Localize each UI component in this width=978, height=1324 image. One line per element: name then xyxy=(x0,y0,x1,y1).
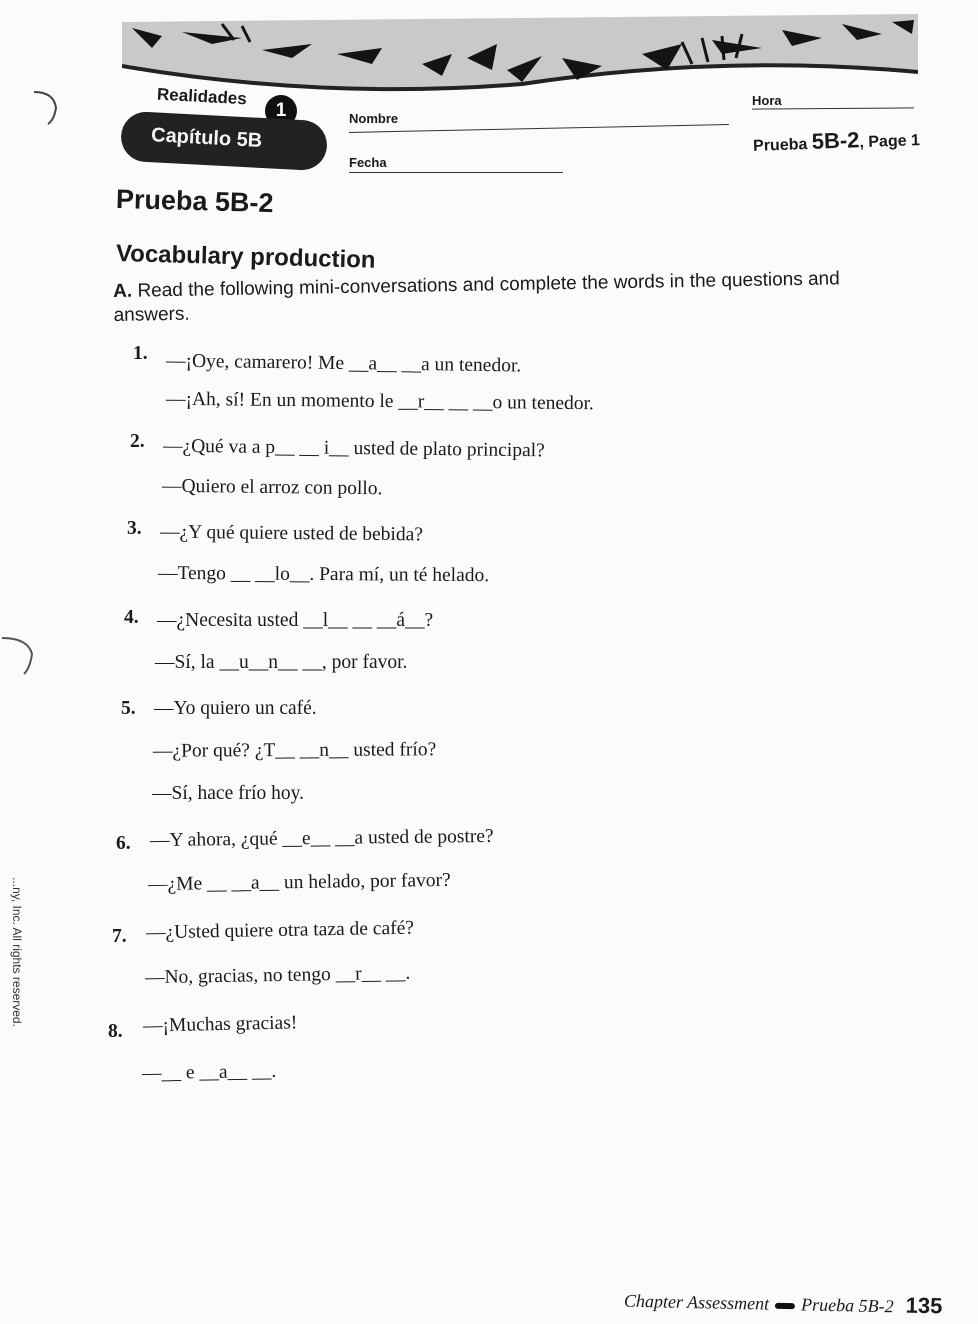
item-line: —¡Muchas gracias! xyxy=(142,1012,298,1037)
item-line: —¿Y qué quiere usted de bebida? xyxy=(159,521,424,546)
item-line: —¿Usted quiere otra taza de café? xyxy=(145,917,415,944)
quiz-ref-code: 5B-2 xyxy=(811,127,860,154)
item-line[interactable]: —Y ahora, ¿qué __e__ __a usted de postre? xyxy=(149,825,494,852)
name-line[interactable] xyxy=(349,124,729,133)
item-line[interactable]: —Sí, la __u__n__ __, por favor. xyxy=(155,652,408,673)
quiz-ref-prefix: Prueba xyxy=(752,136,808,155)
item-number: 8. xyxy=(108,1021,123,1042)
quiz-ref-page: , Page 1 xyxy=(859,132,921,152)
quiz-reference xyxy=(753,125,921,157)
item-line[interactable]: —¿Qué va a p__ __ i__ usted de plato principal? xyxy=(162,435,545,462)
item-number: 6. xyxy=(116,833,131,854)
item-line[interactable]: —__ e __a__ __. xyxy=(141,1060,277,1085)
footer-separator-icon xyxy=(775,1303,795,1309)
hour-line[interactable] xyxy=(752,107,914,109)
page-number: 135 xyxy=(905,1292,943,1319)
name-label: Nombre xyxy=(349,111,399,126)
date-line[interactable] xyxy=(349,172,563,173)
item-line[interactable]: —¡Ah, sí! En un momento le __r__ __ __o un tenedor. xyxy=(165,388,594,415)
instructions-letter: A. xyxy=(113,280,133,302)
page-title: Prueba 5B-2 xyxy=(115,184,274,219)
item-number: 2. xyxy=(130,431,145,452)
item-line[interactable]: —Tengo __ __lo__. Para mí, un té helado. xyxy=(157,562,490,587)
item-line[interactable]: —No, gracias, no tengo __r__ __. xyxy=(144,962,411,989)
instructions-text: Read the following mini-conversations and complete the words in the questions and answers. xyxy=(113,268,840,326)
item-number: 5. xyxy=(121,698,136,719)
side-copyright: ...ny, Inc. All rights reserved. xyxy=(9,877,24,1027)
instructions xyxy=(113,267,874,328)
item-line[interactable]: —¿Necesita usted __l__ __ __á__? xyxy=(157,610,434,631)
chapter-pill: Capítulo 5B xyxy=(120,111,328,172)
item-line: —Quiero el arroz con pollo. xyxy=(161,475,383,500)
item-number: 4. xyxy=(124,607,139,628)
item-line[interactable]: —¿Por qué? ¿T__ __n__ usted frío? xyxy=(152,739,437,762)
footer-source: Chapter Assessment xyxy=(623,1290,769,1314)
hour-label: Hora xyxy=(752,93,782,108)
binder-hole-mark-icon xyxy=(0,632,36,676)
page-footer xyxy=(623,1287,942,1320)
item-line[interactable]: —¿Me __ __a__ un helado, por favor? xyxy=(147,869,451,896)
item-line: —Sí, hace frío hoy. xyxy=(152,783,304,804)
item-number: 7. xyxy=(112,926,127,947)
header-banner xyxy=(122,14,918,96)
level-badge: 1 xyxy=(265,95,297,127)
series-label: Realidades xyxy=(156,84,248,109)
binder-hole-mark-icon xyxy=(30,86,60,126)
section-heading: Vocabulary production xyxy=(115,240,376,274)
footer-quiz: Prueba 5B-2 xyxy=(800,1294,894,1317)
item-number: 3. xyxy=(127,518,142,539)
item-line: —Yo quiero un café. xyxy=(154,698,317,719)
item-line[interactable]: —¡Oye, camarero! Me __a__ __a un tenedor. xyxy=(165,350,522,377)
date-label: Fecha xyxy=(349,155,387,170)
item-number: 1. xyxy=(133,343,148,364)
